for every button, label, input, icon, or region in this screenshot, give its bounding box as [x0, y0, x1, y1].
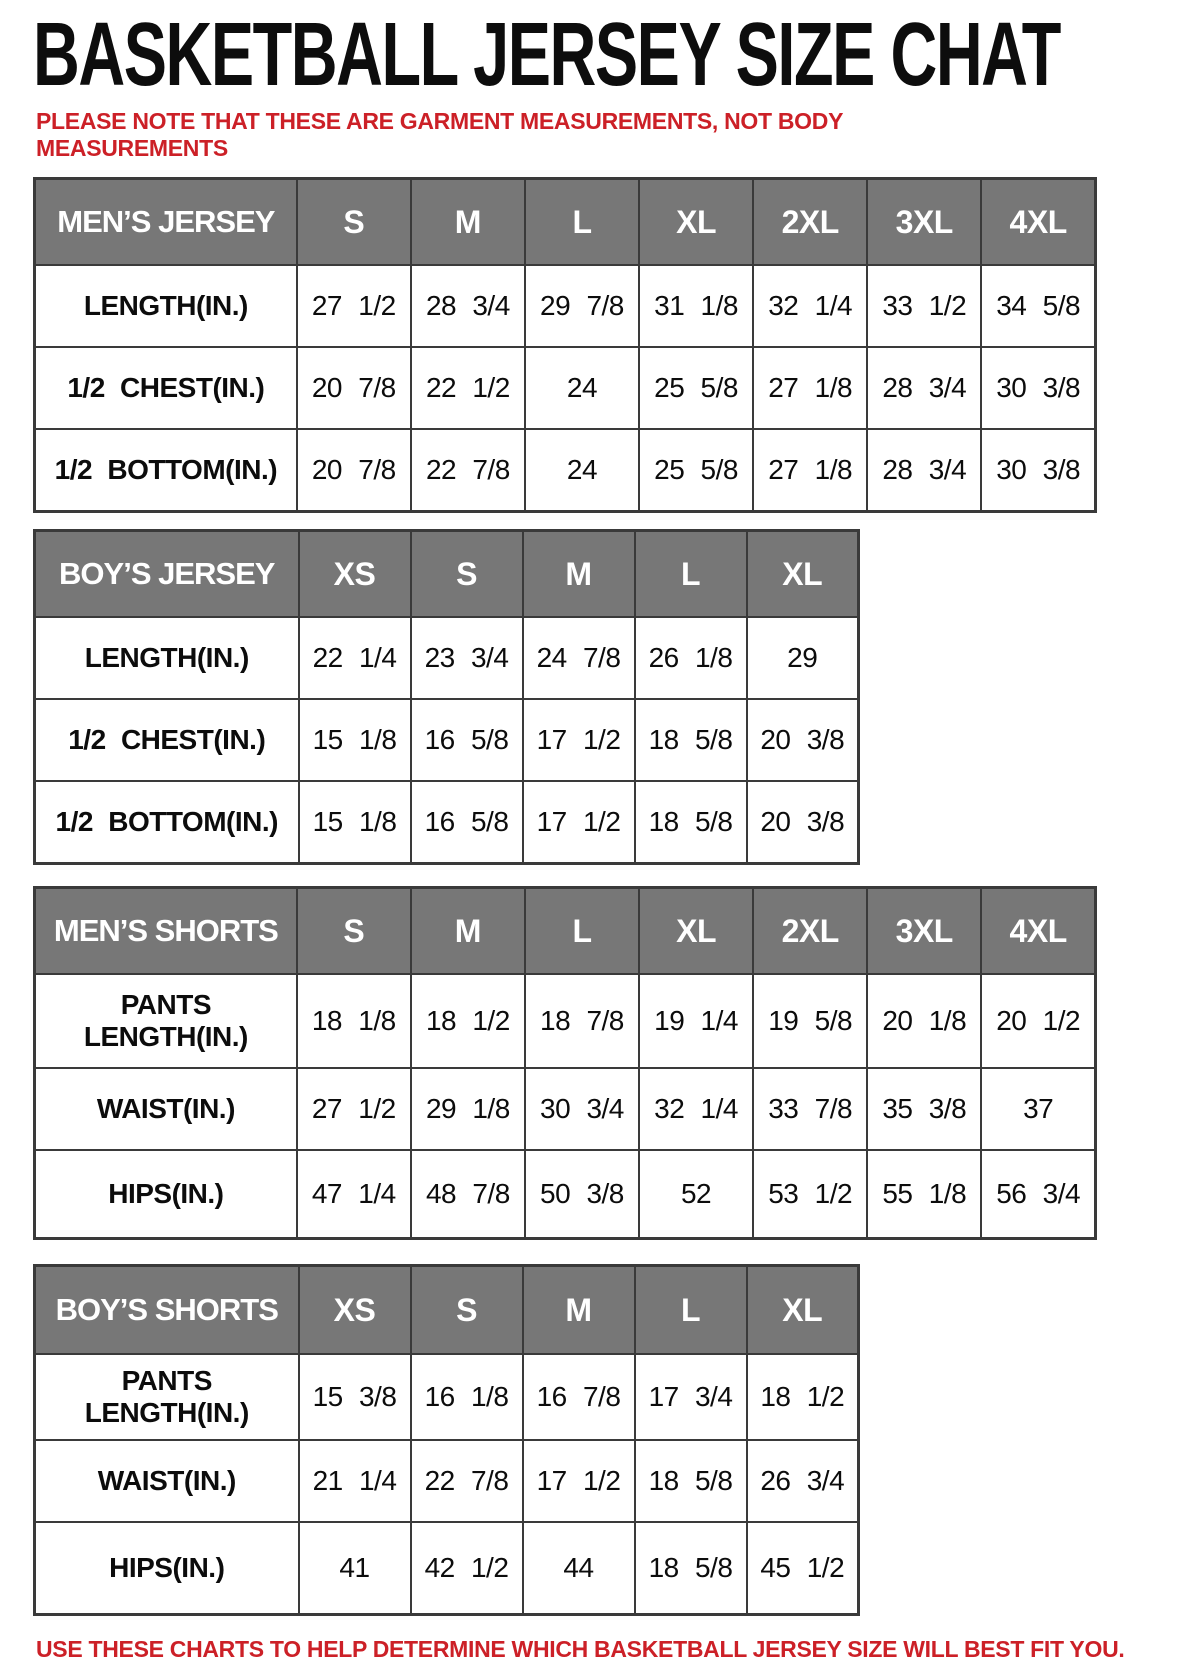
size-cell: 29 7/8 — [525, 265, 639, 347]
size-cell: 29 1/8 — [411, 1068, 525, 1150]
size-cell: 18 5/8 — [635, 1440, 747, 1522]
row-label: WAIST(IN.) — [35, 1440, 299, 1522]
size-cell: 31 1/8 — [639, 265, 753, 347]
size-cell: 18 1/2 — [411, 974, 525, 1068]
size-header: XL — [639, 888, 753, 975]
header-row — [35, 531, 859, 618]
size-cell: 41 — [299, 1522, 411, 1615]
size-cell: 17 1/2 — [523, 1440, 635, 1522]
size-header: L — [635, 1266, 747, 1355]
size-cell: 15 1/8 — [299, 781, 411, 864]
row-label: PANTS LENGTH(IN.) — [35, 974, 297, 1068]
size-header: M — [411, 179, 525, 266]
size-cell: 19 1/4 — [639, 974, 753, 1068]
size-cell: 28 3/4 — [867, 347, 981, 429]
size-cell: 17 1/2 — [523, 781, 635, 864]
table-row — [35, 781, 859, 864]
size-header: 2XL — [753, 888, 867, 975]
size-header: XS — [299, 531, 411, 618]
row-label: HIPS(IN.) — [35, 1522, 299, 1615]
size-cell: 18 5/8 — [635, 1522, 747, 1615]
size-cell: 20 1/8 — [867, 974, 981, 1068]
table-row — [35, 1068, 1096, 1150]
size-cell: 44 — [523, 1522, 635, 1615]
size-cell: 29 — [747, 617, 859, 699]
size-header: S — [411, 531, 523, 618]
size-header: 2XL — [753, 179, 867, 266]
size-header: 3XL — [867, 888, 981, 975]
size-cell: 22 1/4 — [299, 617, 411, 699]
table-title-cell: BOY’S SHORTS — [35, 1266, 299, 1355]
size-cell: 27 1/8 — [753, 347, 867, 429]
size-cell: 24 — [525, 347, 639, 429]
size-cell: 22 1/2 — [411, 347, 525, 429]
size-cell: 16 1/8 — [411, 1354, 523, 1440]
table-row — [35, 429, 1096, 512]
garment-measurement-note: PLEASE NOTE THAT THESE ARE GARMENT MEASUREMENTS, NOT BODY MEASUREMENTS — [36, 108, 843, 162]
table-title-cell: BOY’S JERSEY — [35, 531, 299, 618]
size-cell: 17 3/4 — [635, 1354, 747, 1440]
header-row — [35, 179, 1096, 266]
size-header: 4XL — [981, 888, 1095, 975]
size-cell: 32 1/4 — [753, 265, 867, 347]
page-title: BASKETBALL JERSEY SIZE CHAT — [33, 5, 1060, 105]
size-cell: 18 1/8 — [297, 974, 411, 1068]
size-cell: 26 1/8 — [635, 617, 747, 699]
size-cell: 22 7/8 — [411, 429, 525, 512]
size-header: XL — [747, 1266, 859, 1355]
size-cell: 20 3/8 — [747, 699, 859, 781]
size-cell: 53 1/2 — [753, 1150, 867, 1239]
size-header: XL — [639, 179, 753, 266]
size-cell: 25 5/8 — [639, 429, 753, 512]
size-cell: 16 5/8 — [411, 781, 523, 864]
table-row — [35, 1522, 859, 1615]
size-header: S — [297, 888, 411, 975]
size-cell: 24 7/8 — [523, 617, 635, 699]
size-cell: 28 3/4 — [411, 265, 525, 347]
size-cell: 28 3/4 — [867, 429, 981, 512]
size-header: L — [525, 888, 639, 975]
size-header: M — [523, 1266, 635, 1355]
size-cell: 27 1/2 — [297, 1068, 411, 1150]
table-row — [35, 1354, 859, 1440]
row-label: 1/2 BOTTOM(IN.) — [35, 429, 297, 512]
size-cell: 27 1/2 — [297, 265, 411, 347]
size-cell: 18 5/8 — [635, 699, 747, 781]
row-label: 1/2 BOTTOM(IN.) — [35, 781, 299, 864]
table-row — [35, 699, 859, 781]
size-cell: 32 1/4 — [639, 1068, 753, 1150]
size-header: XL — [747, 531, 859, 618]
table-title-cell: MEN’S SHORTS — [35, 888, 297, 975]
mens-shorts-table — [33, 886, 1097, 1240]
size-cell: 35 3/8 — [867, 1068, 981, 1150]
size-cell: 52 — [639, 1150, 753, 1239]
size-cell: 15 1/8 — [299, 699, 411, 781]
boys-shorts-table — [33, 1264, 860, 1616]
row-label: WAIST(IN.) — [35, 1068, 297, 1150]
size-cell: 21 1/4 — [299, 1440, 411, 1522]
size-cell: 30 3/8 — [981, 347, 1095, 429]
size-header: XS — [299, 1266, 411, 1355]
size-header: L — [635, 531, 747, 618]
size-header: M — [523, 531, 635, 618]
size-cell: 23 3/4 — [411, 617, 523, 699]
header-row — [35, 888, 1096, 975]
row-label: PANTS LENGTH(IN.) — [35, 1354, 299, 1440]
size-cell: 18 1/2 — [747, 1354, 859, 1440]
table-row — [35, 974, 1096, 1068]
size-cell: 47 1/4 — [297, 1150, 411, 1239]
row-label: 1/2 CHEST(IN.) — [35, 699, 299, 781]
size-cell: 34 5/8 — [981, 265, 1095, 347]
size-cell: 45 1/2 — [747, 1522, 859, 1615]
row-label: LENGTH(IN.) — [35, 617, 299, 699]
row-label: HIPS(IN.) — [35, 1150, 297, 1239]
footer-note: USE THESE CHARTS TO HELP DETERMINE WHICH BASKETBALL JERSEY SIZE WILL BEST FIT YOU. — [36, 1636, 1125, 1663]
size-header: M — [411, 888, 525, 975]
table-row — [35, 347, 1096, 429]
size-cell: 19 5/8 — [753, 974, 867, 1068]
size-cell: 24 — [525, 429, 639, 512]
row-label: LENGTH(IN.) — [35, 265, 297, 347]
size-cell: 20 7/8 — [297, 347, 411, 429]
table-row — [35, 617, 859, 699]
table-row — [35, 1440, 859, 1522]
size-cell: 50 3/8 — [525, 1150, 639, 1239]
size-cell: 33 7/8 — [753, 1068, 867, 1150]
size-cell: 20 3/8 — [747, 781, 859, 864]
table-title-cell: MEN’S JERSEY — [35, 179, 297, 266]
size-cell: 55 1/8 — [867, 1150, 981, 1239]
size-cell: 25 5/8 — [639, 347, 753, 429]
size-header: S — [411, 1266, 523, 1355]
size-cell: 20 1/2 — [981, 974, 1095, 1068]
size-header: L — [525, 179, 639, 266]
size-cell: 22 7/8 — [411, 1440, 523, 1522]
size-header: 4XL — [981, 179, 1095, 266]
size-header: S — [297, 179, 411, 266]
size-cell: 16 5/8 — [411, 699, 523, 781]
table-row — [35, 265, 1096, 347]
size-cell: 42 1/2 — [411, 1522, 523, 1615]
size-cell: 16 7/8 — [523, 1354, 635, 1440]
row-label: 1/2 CHEST(IN.) — [35, 347, 297, 429]
size-cell: 30 3/4 — [525, 1068, 639, 1150]
size-cell: 48 7/8 — [411, 1150, 525, 1239]
header-row — [35, 1266, 859, 1355]
size-cell: 15 3/8 — [299, 1354, 411, 1440]
mens-jersey-table — [33, 177, 1097, 513]
size-header: 3XL — [867, 179, 981, 266]
size-cell: 18 7/8 — [525, 974, 639, 1068]
size-cell: 18 5/8 — [635, 781, 747, 864]
size-cell: 37 — [981, 1068, 1095, 1150]
size-cell: 20 7/8 — [297, 429, 411, 512]
size-cell: 27 1/8 — [753, 429, 867, 512]
size-cell: 26 3/4 — [747, 1440, 859, 1522]
size-cell: 56 3/4 — [981, 1150, 1095, 1239]
size-cell: 30 3/8 — [981, 429, 1095, 512]
table-row — [35, 1150, 1096, 1239]
boys-jersey-table — [33, 529, 860, 865]
size-cell: 17 1/2 — [523, 699, 635, 781]
size-cell: 33 1/2 — [867, 265, 981, 347]
